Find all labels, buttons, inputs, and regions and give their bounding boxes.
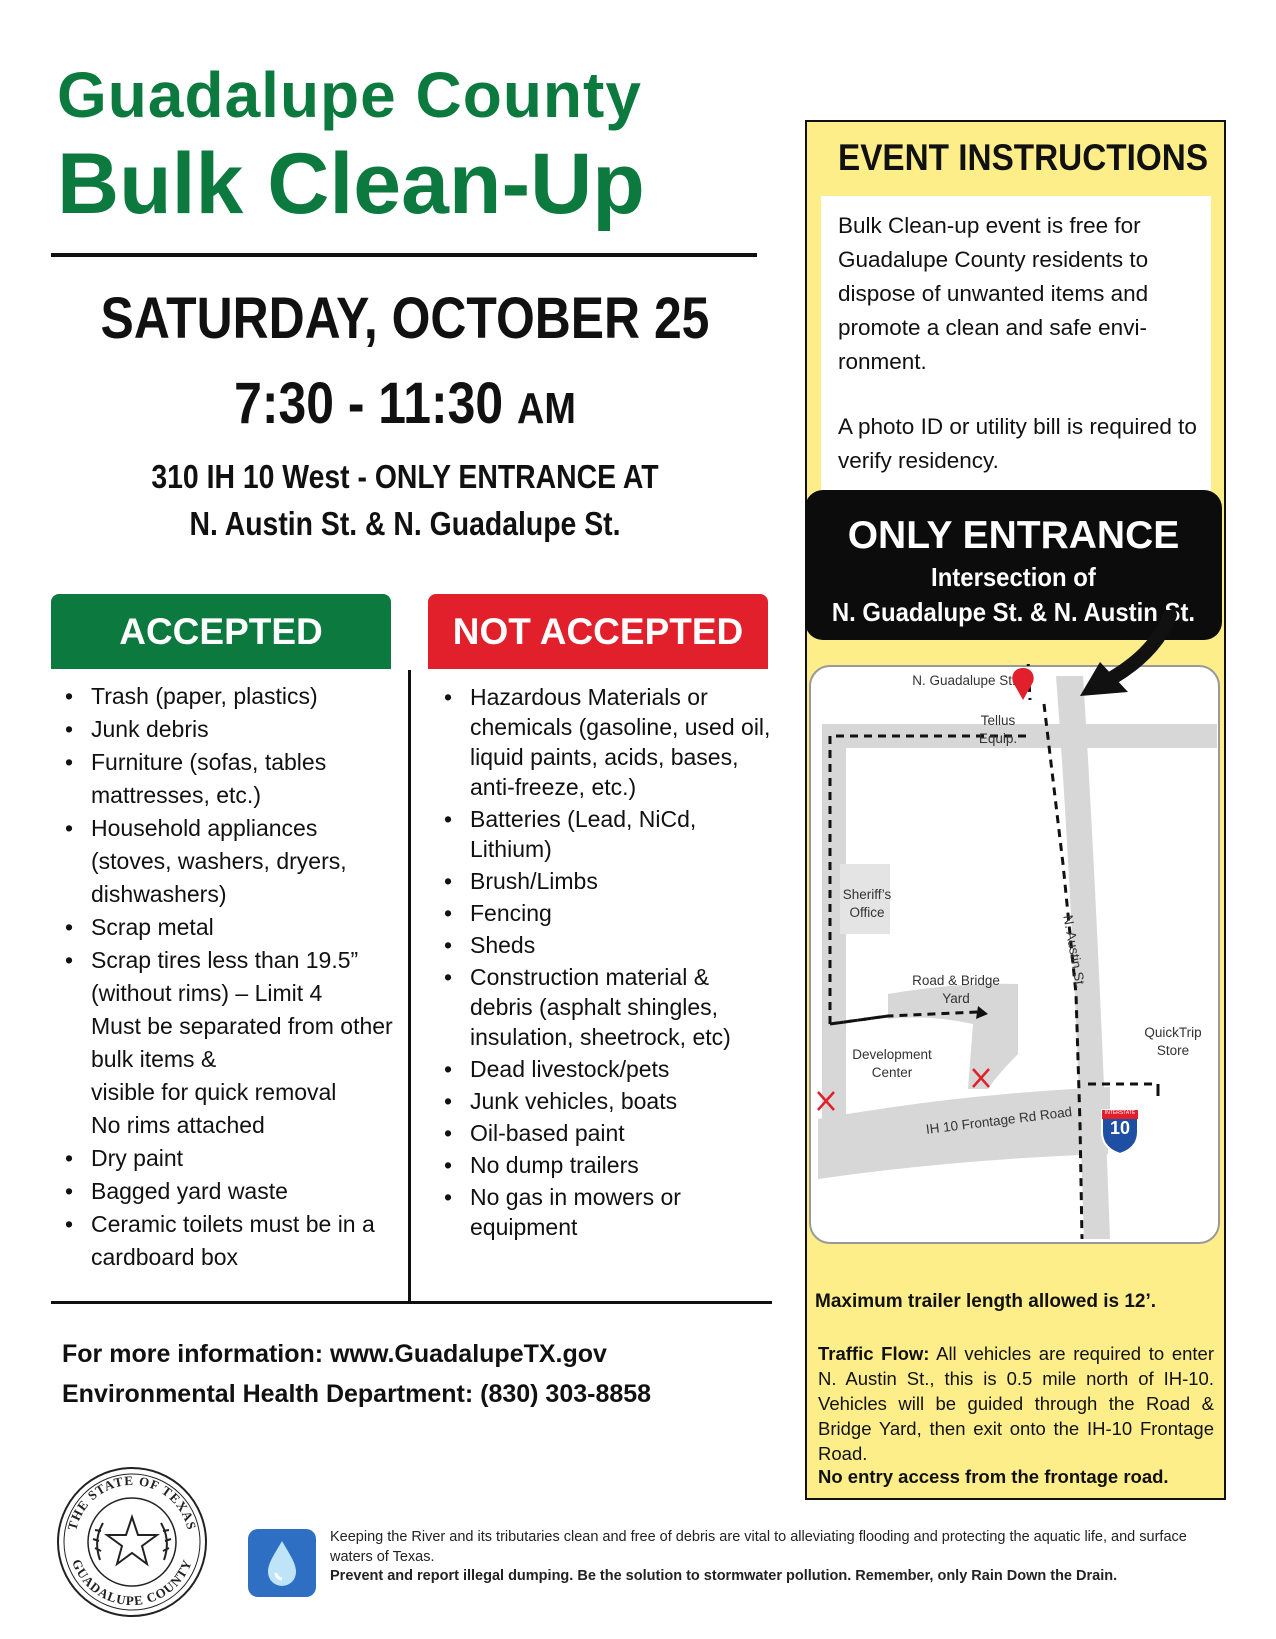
list-item: • Junk debris	[53, 713, 393, 746]
map-label-road-bridge: Road & Bridge Yard	[912, 973, 1000, 1006]
header-divider	[51, 253, 757, 257]
list-item: • Dead livestock/pets	[432, 1054, 772, 1084]
county-seal	[55, 1465, 210, 1620]
traffic-flow-rule	[818, 1341, 1214, 1466]
list-item: • No gas in mowers or equipment	[432, 1182, 772, 1242]
list-item: • Household appliances (stoves, washers, dryers, dishwashers)	[53, 812, 393, 911]
accepted-heading: ACCEPTED	[51, 594, 391, 669]
site-map	[808, 664, 1221, 1245]
interstate-label: INTERSTATE	[1104, 1110, 1136, 1116]
no-entry-rule: No entry access from the frontage road.	[818, 1466, 1169, 1487]
list-item: • Junk vehicles, boats	[432, 1086, 772, 1116]
accepted-list	[53, 680, 393, 1274]
entrance-subtitle-2: N. Guadalupe St. & N. Austin St.	[831, 597, 1196, 627]
map-label-frontage: IH 10 Frontage Rd Road	[925, 1104, 1073, 1137]
lists-bottom-divider	[51, 1301, 772, 1304]
tire-note: Must be separated from other bulk items &	[91, 1013, 393, 1072]
list-item: • Bagged yard waste	[53, 1175, 393, 1208]
map-label-n-guadalupe: N. Guadalupe St.	[912, 673, 1016, 688]
department-phone: Environmental Health Department: (830) 303-8858	[62, 1380, 652, 1408]
list-item: • Brush/Limbs	[432, 866, 772, 896]
instructions-paragraph-1: Bulk Clean-up event is free for Guadalupe County residents to dispose of unwanted items and promote a clean and safe envi-ronment.	[838, 213, 1149, 374]
more-info-link[interactable]: For more information: www.GuadalupeTX.gov	[62, 1340, 607, 1368]
event-title: Bulk Clean-Up	[57, 136, 645, 232]
not-accepted-list	[432, 682, 772, 1244]
map-label-quicktrip: QuickTrip Store	[1144, 1025, 1202, 1058]
instructions-paragraph-2: A photo ID or utility bill is required to verify residency.	[838, 414, 1197, 473]
address-line-2: N. Austin St. & N. Guadalupe St.	[189, 505, 621, 542]
entrance-arrow-icon	[1060, 610, 1190, 710]
column-divider	[408, 670, 411, 1303]
traffic-flow-label: Traffic Flow:	[818, 1343, 930, 1364]
address-line-1: 310 IH 10 West - ONLY ENTRANCE AT	[151, 458, 659, 495]
county-title: Guadalupe County	[57, 59, 642, 131]
svg-text:GUADALUPE COUNTY: GUADALUPE COUNTY	[69, 1556, 195, 1609]
list-item: • Ceramic toilets must be in a cardboard box	[53, 1208, 393, 1274]
tire-note: No rims attached	[91, 1112, 265, 1138]
list-item: • Sheds	[432, 930, 772, 960]
list-item: • Hazardous Materials or chemicals (gasoline, used oil, liquid paints, acids, bases, anti-freeze, etc.)	[432, 682, 772, 802]
map-label-tellus: Tellus Equip.	[978, 713, 1018, 746]
event-time-main: 7:30 - 11:30	[234, 371, 517, 436]
list-item: • Construction material & debris (asphalt shingles, insulation, sheetrock, etc)	[432, 962, 772, 1052]
event-time	[57, 370, 754, 437]
instructions-title: EVENT INSTRUCTIONS	[838, 137, 1209, 178]
list-item: • Scrap tires less than 19.5” (without rims) – Limit 4	[53, 944, 393, 1010]
entrance-subtitle-1: Intersection of	[931, 562, 1096, 592]
tire-note: visible for quick removal	[91, 1079, 337, 1105]
entrance-title: ONLY ENTRANCE	[847, 514, 1180, 557]
list-item: • Dry paint	[53, 1142, 393, 1175]
list-item: • Oil-based paint	[432, 1118, 772, 1148]
map-label-n-austin: N. Austin St.	[1060, 913, 1089, 990]
interstate-number: 10	[1109, 1118, 1131, 1138]
list-item: • No dump trailers	[432, 1150, 772, 1180]
footer-bold-message: Prevent and report illegal dumping. Be the solution to stormwater pollution. Remember, only Rain Down the Drain.	[330, 1568, 1118, 1584]
water-drop-icon	[248, 1529, 316, 1597]
list-item: • Trash (paper, plastics)	[53, 680, 393, 713]
not-accepted-heading: NOT ACCEPTED	[428, 594, 768, 669]
svg-text:THE STATE OF TEXAS: THE STATE OF TEXAS	[64, 1472, 200, 1532]
event-date: SATURDAY, OCTOBER 25	[100, 286, 710, 351]
traffic-flow-text: All vehicles are required to enter N. Austin St., this is 0.5 mile north of IH-10. Vehicles will be guided through the Road & Bridge Yard, then exit onto the IH-10 Frontage Road.	[818, 1343, 1214, 1464]
event-time-suffix: AM	[516, 384, 576, 433]
list-item: • Furniture (sofas, tables mattresses, etc.)	[53, 746, 393, 812]
map-label-development: Development Center	[852, 1047, 932, 1080]
list-item: • Batteries (Lead, NiCd, Lithium)	[432, 804, 772, 864]
list-item: • Fencing	[432, 898, 772, 928]
trailer-rule: Maximum trailer length allowed is 12’.	[815, 1291, 1157, 1312]
footer-message: Keeping the River and its tributaries clean and free of debris are vital to alleviating flooding and protecting the aquatic life, and surface waters of Texas.	[330, 1529, 1187, 1565]
list-item: • Scrap metal	[53, 911, 393, 944]
map-label-sheriff: Sheriff’s Office	[842, 887, 892, 920]
